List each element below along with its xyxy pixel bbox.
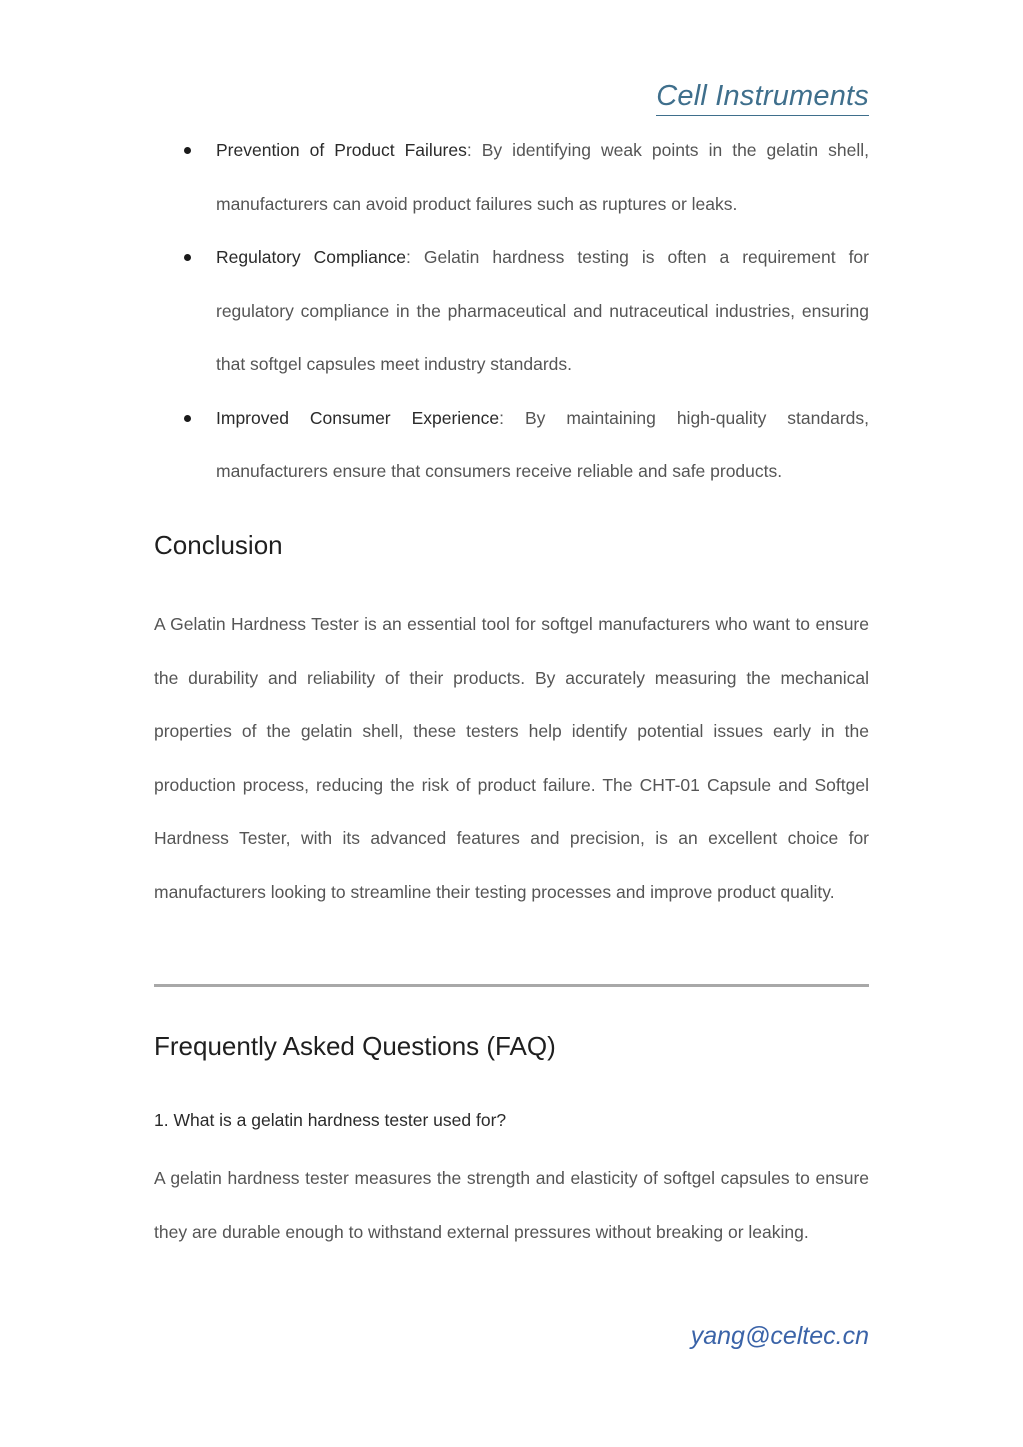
bullet-dot-icon [184,415,191,422]
bullet-term: Prevention of Product Failures [216,140,467,160]
bullet-dot-icon [184,147,191,154]
faq-heading: Frequently Asked Questions (FAQ) [154,1031,556,1061]
benefits-list [154,124,869,499]
list-item [154,124,869,231]
section-divider [154,984,869,987]
list-item [154,392,869,499]
bullet-text: : Gelatin hardness testing is often a requirement for regulatory compliance in the pharmaceutical and nutraceutical industries, ensuring that softgel capsules meet industry standards. [216,247,869,374]
conclusion-heading: Conclusion [154,530,283,560]
bullet-dot-icon [184,254,191,261]
faq-question: 1. What is a gelatin hardness tester used for? [154,1110,507,1130]
footer-email: yang@celtec.cn [690,1322,869,1350]
conclusion-paragraph: A Gelatin Hardness Tester is an essential tool for softgel manufacturers who want to ensure the durability and reliability of their products. By accurately measuring the mechanical properties of the gelatin shell, these testers help identify potential issues early in the production process, reducing the risk of product failure. The CHT-01 Capsule and Softgel Hardness Tester, with its advanced features and precision, is an excellent choice for manufacturers looking to streamline their testing processes and improve product quality. [154,614,869,902]
bullet-text: : By identifying weak points in the gelatin shell, manufacturers can avoid product failures such as ruptures or leaks. [216,140,869,214]
faq-answer: A gelatin hardness tester measures the strength and elasticity of softgel capsules to ensure they are durable enough to withstand external pressures without breaking or leaking. [154,1168,869,1242]
header-brand: Cell Instruments [656,80,869,116]
list-item [154,231,869,392]
bullet-term: Improved Consumer Experience [216,407,500,428]
bullet-text: : By maintaining high-quality standards, manufacturers ensure that consumers receive reliable and safe products. [216,407,869,481]
bullet-term: Regulatory Compliance [216,247,407,267]
